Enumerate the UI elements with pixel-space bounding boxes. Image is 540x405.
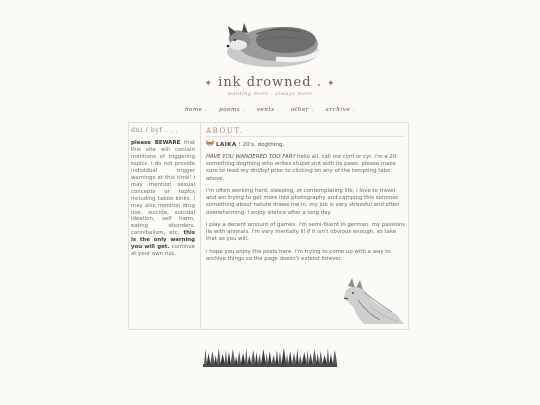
tree: [329, 354, 333, 365]
tree: [316, 353, 319, 365]
tree: [210, 351, 215, 365]
main-nav: [0, 107, 540, 113]
tree: [258, 354, 262, 365]
tree: [235, 356, 238, 365]
tree: [271, 355, 276, 365]
tree: [302, 352, 307, 365]
tree: [309, 353, 313, 365]
tree: [255, 352, 258, 365]
tree: [292, 353, 297, 365]
tree: [247, 355, 251, 365]
author-tagline: ! 20's. dogthing.: [236, 142, 285, 148]
site-title: [0, 75, 540, 90]
nav-other[interactable]: other .: [291, 107, 314, 113]
star-icon: ✦: [204, 79, 214, 89]
tree: [326, 348, 329, 365]
tree: [207, 353, 211, 365]
tree: [319, 351, 323, 365]
tree: [281, 348, 286, 365]
tree: [245, 348, 248, 365]
tree: [217, 348, 221, 365]
tree: [237, 351, 241, 365]
tree: [241, 353, 246, 365]
about-body: [206, 154, 406, 268]
nav-poems[interactable]: poems .: [219, 107, 245, 113]
sleeping-fox-illustration: [216, 14, 326, 69]
warning-tail: continue at your own risk.: [131, 244, 195, 258]
nav-vents[interactable]: vents .: [256, 107, 280, 113]
about-paragraph: i play a decent amount of games. i'm semi-fluent in german. my passions lie with animals. i'm very mentally ill if it isn't obvious enough, so take that as you will.: [206, 222, 406, 243]
star-icon: ✦: [326, 79, 336, 89]
tree: [251, 350, 256, 365]
tree: [306, 350, 309, 365]
tree: [298, 355, 302, 365]
tree: [278, 352, 282, 365]
tree: [332, 350, 337, 365]
tree: [214, 355, 217, 365]
tree: [286, 354, 289, 365]
nav-home[interactable]: home .: [184, 107, 208, 113]
tree: [204, 349, 207, 365]
tree: [288, 351, 292, 365]
about-lead: HAVE YOU WANDERED TOO FAR?: [206, 154, 296, 160]
tree: [224, 350, 227, 365]
about-paragraph: i'm often working hard, sleeping, or contemplating life. i love to travel and am trying to get more into photography and camping this summer. something about nature draws me in. my job is very stressful and often overwhelming. i enjoy silence after a long day.: [206, 188, 400, 216]
tree-row: [204, 348, 337, 365]
tree: [227, 352, 231, 365]
about-title: ABOUT.: [206, 127, 244, 135]
about-paragraph: i hope you enjoy the posts here. i'm trying to come up with a way to archive things so the page doesn't extend forever.: [206, 248, 391, 262]
divider: [206, 136, 404, 137]
sidebar-title: dni / byf . . .: [131, 126, 178, 134]
wolf-illustration: [342, 278, 406, 326]
site-title-text: ink drowned .: [218, 75, 322, 90]
warning-lead: please BEWARE: [131, 140, 181, 146]
fox-icon: [206, 140, 214, 147]
author-name: LAIKA: [216, 142, 237, 148]
tree: [220, 354, 225, 365]
tree: [230, 349, 235, 365]
tree: [265, 353, 268, 365]
nav-archive[interactable]: archive .: [325, 107, 356, 113]
intro-line: [206, 140, 284, 148]
warning-body: that this site will contain mentions of triggering topics. i do not provide individual trigger warnings at this time! i may mention sexual concepts or topics including taboo kinks. i may also mention drug use, suicide, suicidal ideation, self harm, eating disorders, cannibalism, etc.: [131, 140, 195, 237]
tree: [275, 350, 278, 365]
tree: [322, 355, 327, 365]
tree: [296, 349, 299, 365]
tree: [261, 349, 266, 365]
tree: [312, 349, 317, 365]
site-subtitle: wanting more , always more: [227, 91, 313, 97]
tree: [268, 351, 272, 365]
warning-emphasis: this is the only warning you will get.: [131, 230, 195, 251]
content-warning: [131, 140, 195, 258]
forest-silhouette: [203, 347, 337, 367]
about-paragraph: HAVE YOU WANDERED TOO FAR? hello all. call me cyril or cyr. i'm a 20-something dogthing who writes stupid shit with its paws. please make sure to read my dni/byf prior to clicking on any of the tempting tabs above.: [206, 154, 399, 182]
